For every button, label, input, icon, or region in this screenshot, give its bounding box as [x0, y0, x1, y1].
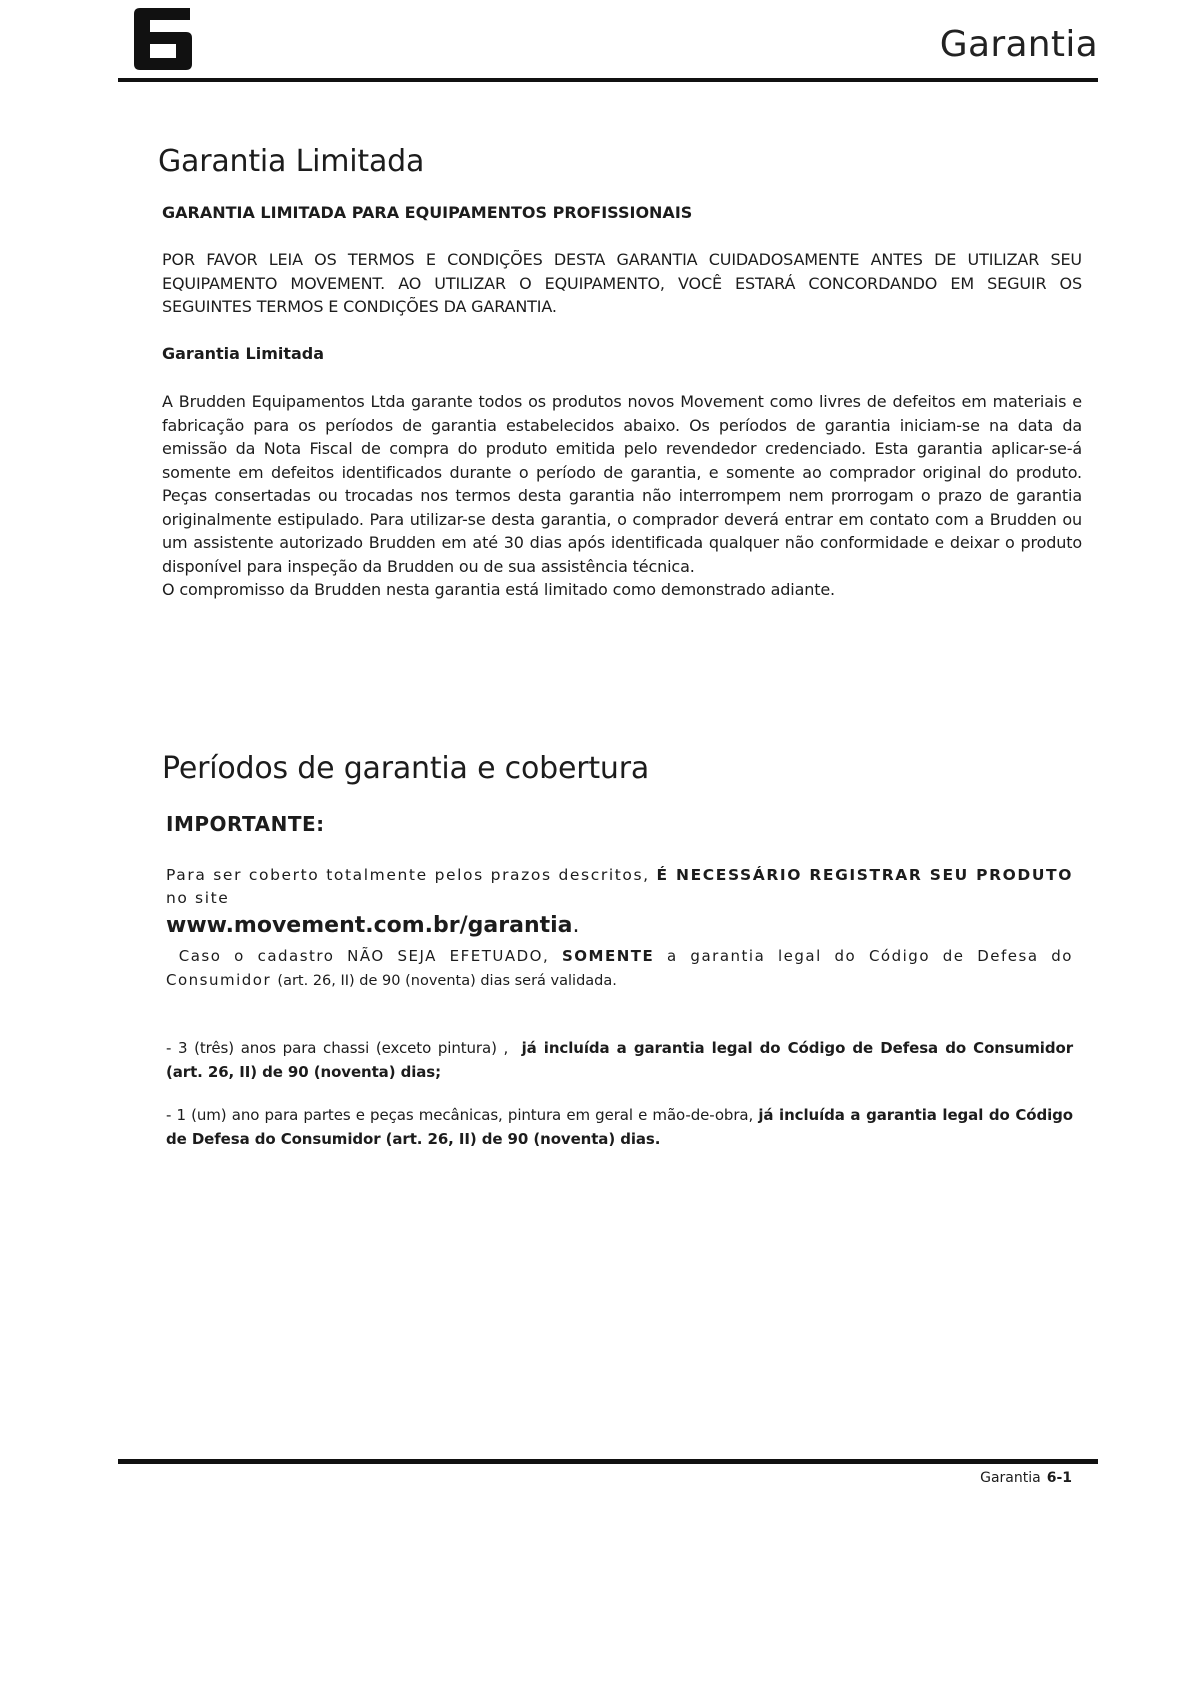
- coverage-item-chassis-text: - 3 (três) anos para chassi (exceto pintura) ,: [166, 1039, 509, 1057]
- coverage-item-parts: [166, 1104, 1073, 1151]
- section-subtitle: GARANTIA LIMITADA PARA EQUIPAMENTOS PROFISSIONAIS: [162, 203, 693, 222]
- footer-rule: [118, 1459, 1098, 1464]
- chapter-number-graphic: [128, 2, 198, 76]
- register-suffix: no site: [166, 889, 230, 907]
- warranty-body: [162, 390, 1082, 602]
- section-title-garantia-limitada: Garantia Limitada: [158, 144, 425, 179]
- footer-label: Garantia: [980, 1470, 1041, 1486]
- section-title-periodos: Períodos de garantia e cobertura: [162, 751, 650, 786]
- warranty-body-paragraph: A Brudden Equipamentos Ltda garante todos os produtos novos Movement como livres de defeitos em materiais e fabricação para os períodos de garantia estabelecidos abaixo. Os períodos de garantia iniciam-se na data da emissão da Nota Fiscal de compra do produto emitida pelo revendedor credenciado. Esta garantia aplicar-se-á somente em defeitos identificados durante o período de garantia, e somente ao comprador original do produto. Peças consertadas ou trocadas nos termos desta garantia não interrompem nem prorrogam o prazo de garantia originalmente estipulado. Para utilizar-se desta garantia, o comprador deverá entrar em contato com a Brudden ou um assistente autorizado Brudden em até 30 dias após identificada qualquer não conformidade e deixar o produto disponível para inspeção da Brudden ou de sua assistência técnica.: [162, 392, 1082, 576]
- coverage-item-chassis: [166, 1037, 1073, 1084]
- warranty-site-link[interactable]: www.movement.com.br/garantia: [166, 913, 573, 938]
- register-prefix: Para ser coberto totalmente pelos prazos descritos,: [166, 866, 650, 884]
- register-required: É NECESSÁRIO REGISTRAR SEU PRODUTO: [656, 866, 1074, 884]
- coverage-item-chassis-bold: já incluída a garantia legal do Código de Defesa do Consumidor (art. 26, II) de 90 (noventa) dias;: [166, 1039, 1073, 1081]
- subheading-garantia-limitada: Garantia Limitada: [162, 344, 325, 363]
- caso-prefix: Caso o cadastro NÃO SEJA EFETUADO,: [178, 947, 550, 965]
- warranty-closing-line: O compromisso da Brudden nesta garantia está limitado como demonstrado adiante.: [162, 580, 835, 599]
- chapter-title: Garantia: [939, 24, 1098, 65]
- registration-warning: [166, 944, 1073, 993]
- important-label: IMPORTANTE:: [166, 812, 325, 836]
- coverage-item-parts-bold: já incluída a garantia legal do Código de Defesa do Consumidor (art. 26, II) de 90 (noventa) dias.: [166, 1106, 1073, 1148]
- caso-somente: SOMENTE: [561, 947, 655, 965]
- header-rule: [118, 78, 1098, 82]
- intro-paragraph: POR FAVOR LEIA OS TERMOS E CONDIÇÕES DESTA GARANTIA CUIDADOSAMENTE ANTES DE UTILIZAR SEU EQUIPAMENTO MOVEMENT. AO UTILIZAR O EQUIPAMENTO, VOCÊ ESTARÁ CONCORDANDO EM SEGUIR OS SEGUINTES TERMOS E CONDIÇÕES DA GARANTIA.: [162, 250, 1082, 316]
- caso-mid: a garantia legal do Código de Defesa do Consumidor: [166, 947, 1073, 989]
- caso-tail: (art. 26, II) de 90 (noventa) dias será validada.: [277, 973, 617, 989]
- page-number: 6-1: [1046, 1470, 1072, 1486]
- coverage-item-parts-text: - 1 (um) ano para partes e peças mecânicas, pintura em geral e mão-de-obra,: [166, 1106, 754, 1124]
- page-footer: [980, 1470, 1072, 1486]
- site-period: .: [572, 913, 580, 938]
- register-notice: [166, 864, 1073, 937]
